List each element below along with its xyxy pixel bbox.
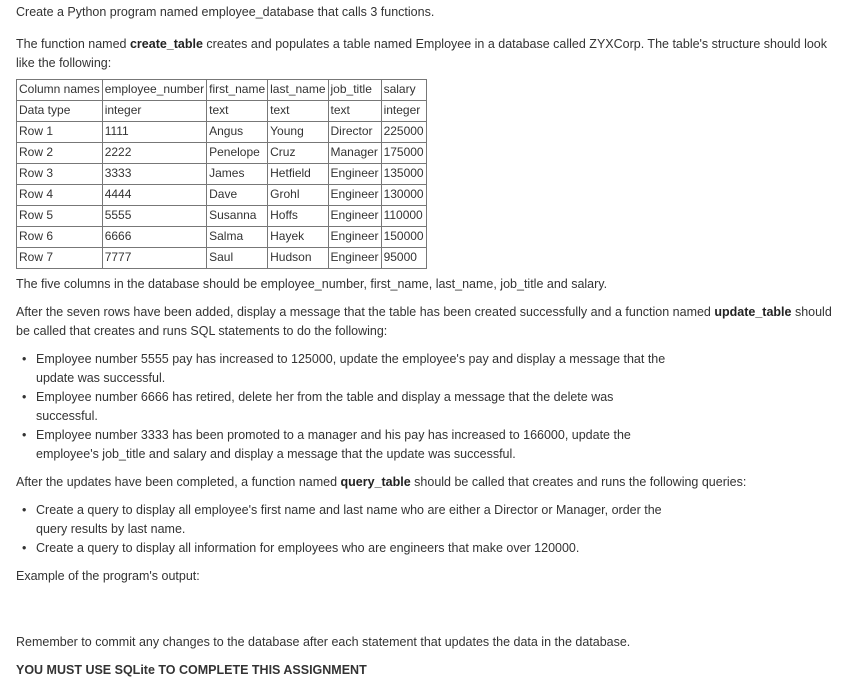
employee-table-body <box>17 80 427 269</box>
table-cell: text <box>207 101 268 122</box>
table-row <box>17 101 427 122</box>
table-cell: Engineer <box>328 206 381 227</box>
table-cell: 110000 <box>381 206 426 227</box>
bullet-icon: • <box>22 503 27 517</box>
table-cell: 225000 <box>381 122 426 143</box>
query-table-text-after: should be called that creates and runs the following queries: <box>410 475 747 489</box>
table-row <box>17 185 427 206</box>
list-item <box>22 539 846 558</box>
table-cell: integer <box>102 101 206 122</box>
query-table-text-before: After the updates have been completed, a function named <box>16 475 341 489</box>
table-row <box>17 143 427 164</box>
example-output-label: Example of the program's output: <box>16 569 200 583</box>
table-cell: Grohl <box>268 185 328 206</box>
list-item <box>22 350 846 388</box>
table-cell: Manager <box>328 143 381 164</box>
employee-table <box>16 79 427 269</box>
list-item-text: Employee number 3333 has been promoted to a manager and his pay has increased to 166000, update the employee's job_title and salary and display a message that the update was successful. <box>36 428 631 461</box>
table-cell: Row 6 <box>17 227 103 248</box>
table-cell: 5555 <box>102 206 206 227</box>
list-item <box>22 501 846 539</box>
list-item <box>22 388 846 426</box>
table-cell: Director <box>328 122 381 143</box>
table-header-cell: last_name <box>268 80 328 101</box>
table-cell: Young <box>268 122 328 143</box>
table-header-cell: job_title <box>328 80 381 101</box>
table-cell: 175000 <box>381 143 426 164</box>
table-cell: Row 5 <box>17 206 103 227</box>
table-cell: Salma <box>207 227 268 248</box>
table-cell: Hoffs <box>268 206 328 227</box>
create-table-text-after: creates and populates a table named Employee in a database called ZYXCorp. The table's structure should look like the following: <box>16 37 827 70</box>
table-cell: Hetfield <box>268 164 328 185</box>
table-cell: Dave <box>207 185 268 206</box>
bullet-icon: • <box>22 428 27 442</box>
table-header-cell: first_name <box>207 80 268 101</box>
table-cell: 130000 <box>381 185 426 206</box>
list-item-text: Employee number 6666 has retired, delete her from the table and display a message that the delete was successful. <box>36 390 614 423</box>
table-cell: 2222 <box>102 143 206 164</box>
table-cell: Engineer <box>328 227 381 248</box>
table-cell: 4444 <box>102 185 206 206</box>
table-header-cell: Column names <box>17 80 103 101</box>
table-cell: Engineer <box>328 185 381 206</box>
bullet-icon: • <box>22 352 27 366</box>
table-cell: 1111 <box>102 122 206 143</box>
create-table-function-name: create_table <box>129 37 203 51</box>
table-cell: Hudson <box>268 248 328 269</box>
table-header-row <box>17 80 427 101</box>
list-item-text: Employee number 5555 pay has increased to 125000, update the employee's pay and display a message that the update was successful. <box>36 352 666 385</box>
query-table-paragraph <box>16 473 846 492</box>
table-cell: Angus <box>207 122 268 143</box>
table-cell: 135000 <box>381 164 426 185</box>
table-cell: 7777 <box>102 248 206 269</box>
table-cell: Row 1 <box>17 122 103 143</box>
commit-note: Remember to commit any changes to the database after each statement that updates the data in the database. <box>16 635 631 649</box>
table-cell: 95000 <box>381 248 426 269</box>
list-item-text: Create a query to display all information for employees who are engineers that make over 120000. <box>36 541 580 555</box>
bullet-icon: • <box>22 541 27 555</box>
table-cell: Data type <box>17 101 103 122</box>
table-cell: 3333 <box>102 164 206 185</box>
table-row <box>17 248 427 269</box>
update-table-text-before: After the seven rows have been added, display a message that the table has been created successfully and a function named <box>16 305 715 319</box>
table-cell: text <box>328 101 381 122</box>
query-bullet-list <box>16 501 846 558</box>
table-cell: Engineer <box>328 248 381 269</box>
intro-paragraph: Create a Python program named employee_database that calls 3 functions. <box>16 5 435 19</box>
table-cell: Penelope <box>207 143 268 164</box>
assignment-document <box>16 2 846 680</box>
table-row <box>17 164 427 185</box>
table-cell: text <box>268 101 328 122</box>
table-row <box>17 206 427 227</box>
table-cell: Hayek <box>268 227 328 248</box>
table-cell: Row 3 <box>17 164 103 185</box>
columns-paragraph: The five columns in the database should be employee_number, first_name, last_name, job_title and salary. <box>16 277 608 291</box>
list-item-text: Create a query to display all employee's first name and last name who are either a Director or Manager, order the query results by last name. <box>36 503 662 536</box>
bullet-icon: • <box>22 390 27 404</box>
table-cell: Cruz <box>268 143 328 164</box>
table-cell: James <box>207 164 268 185</box>
query-table-function-name: query_table <box>340 475 411 489</box>
table-cell: 150000 <box>381 227 426 248</box>
table-row <box>17 122 427 143</box>
table-header-cell: salary <box>381 80 426 101</box>
table-cell: Row 7 <box>17 248 103 269</box>
table-cell: Row 2 <box>17 143 103 164</box>
update-table-paragraph <box>16 303 846 341</box>
table-cell: Engineer <box>328 164 381 185</box>
update-table-function-name: update_table <box>714 305 792 319</box>
table-cell: integer <box>381 101 426 122</box>
sqlite-requirement: YOU MUST USE SQLite TO COMPLETE THIS ASSIGNMENT <box>16 663 367 677</box>
table-header-cell: employee_number <box>102 80 206 101</box>
update-table-text-after: should be called that creates and runs SQL statements to do the following: <box>16 305 832 338</box>
table-cell: Row 4 <box>17 185 103 206</box>
table-cell: Susanna <box>207 206 268 227</box>
table-cell: 6666 <box>102 227 206 248</box>
update-bullet-list <box>16 350 846 464</box>
create-table-text-before: The function named <box>16 37 130 51</box>
list-item <box>22 426 846 464</box>
create-table-paragraph <box>16 35 846 73</box>
table-cell: Saul <box>207 248 268 269</box>
table-row <box>17 227 427 248</box>
